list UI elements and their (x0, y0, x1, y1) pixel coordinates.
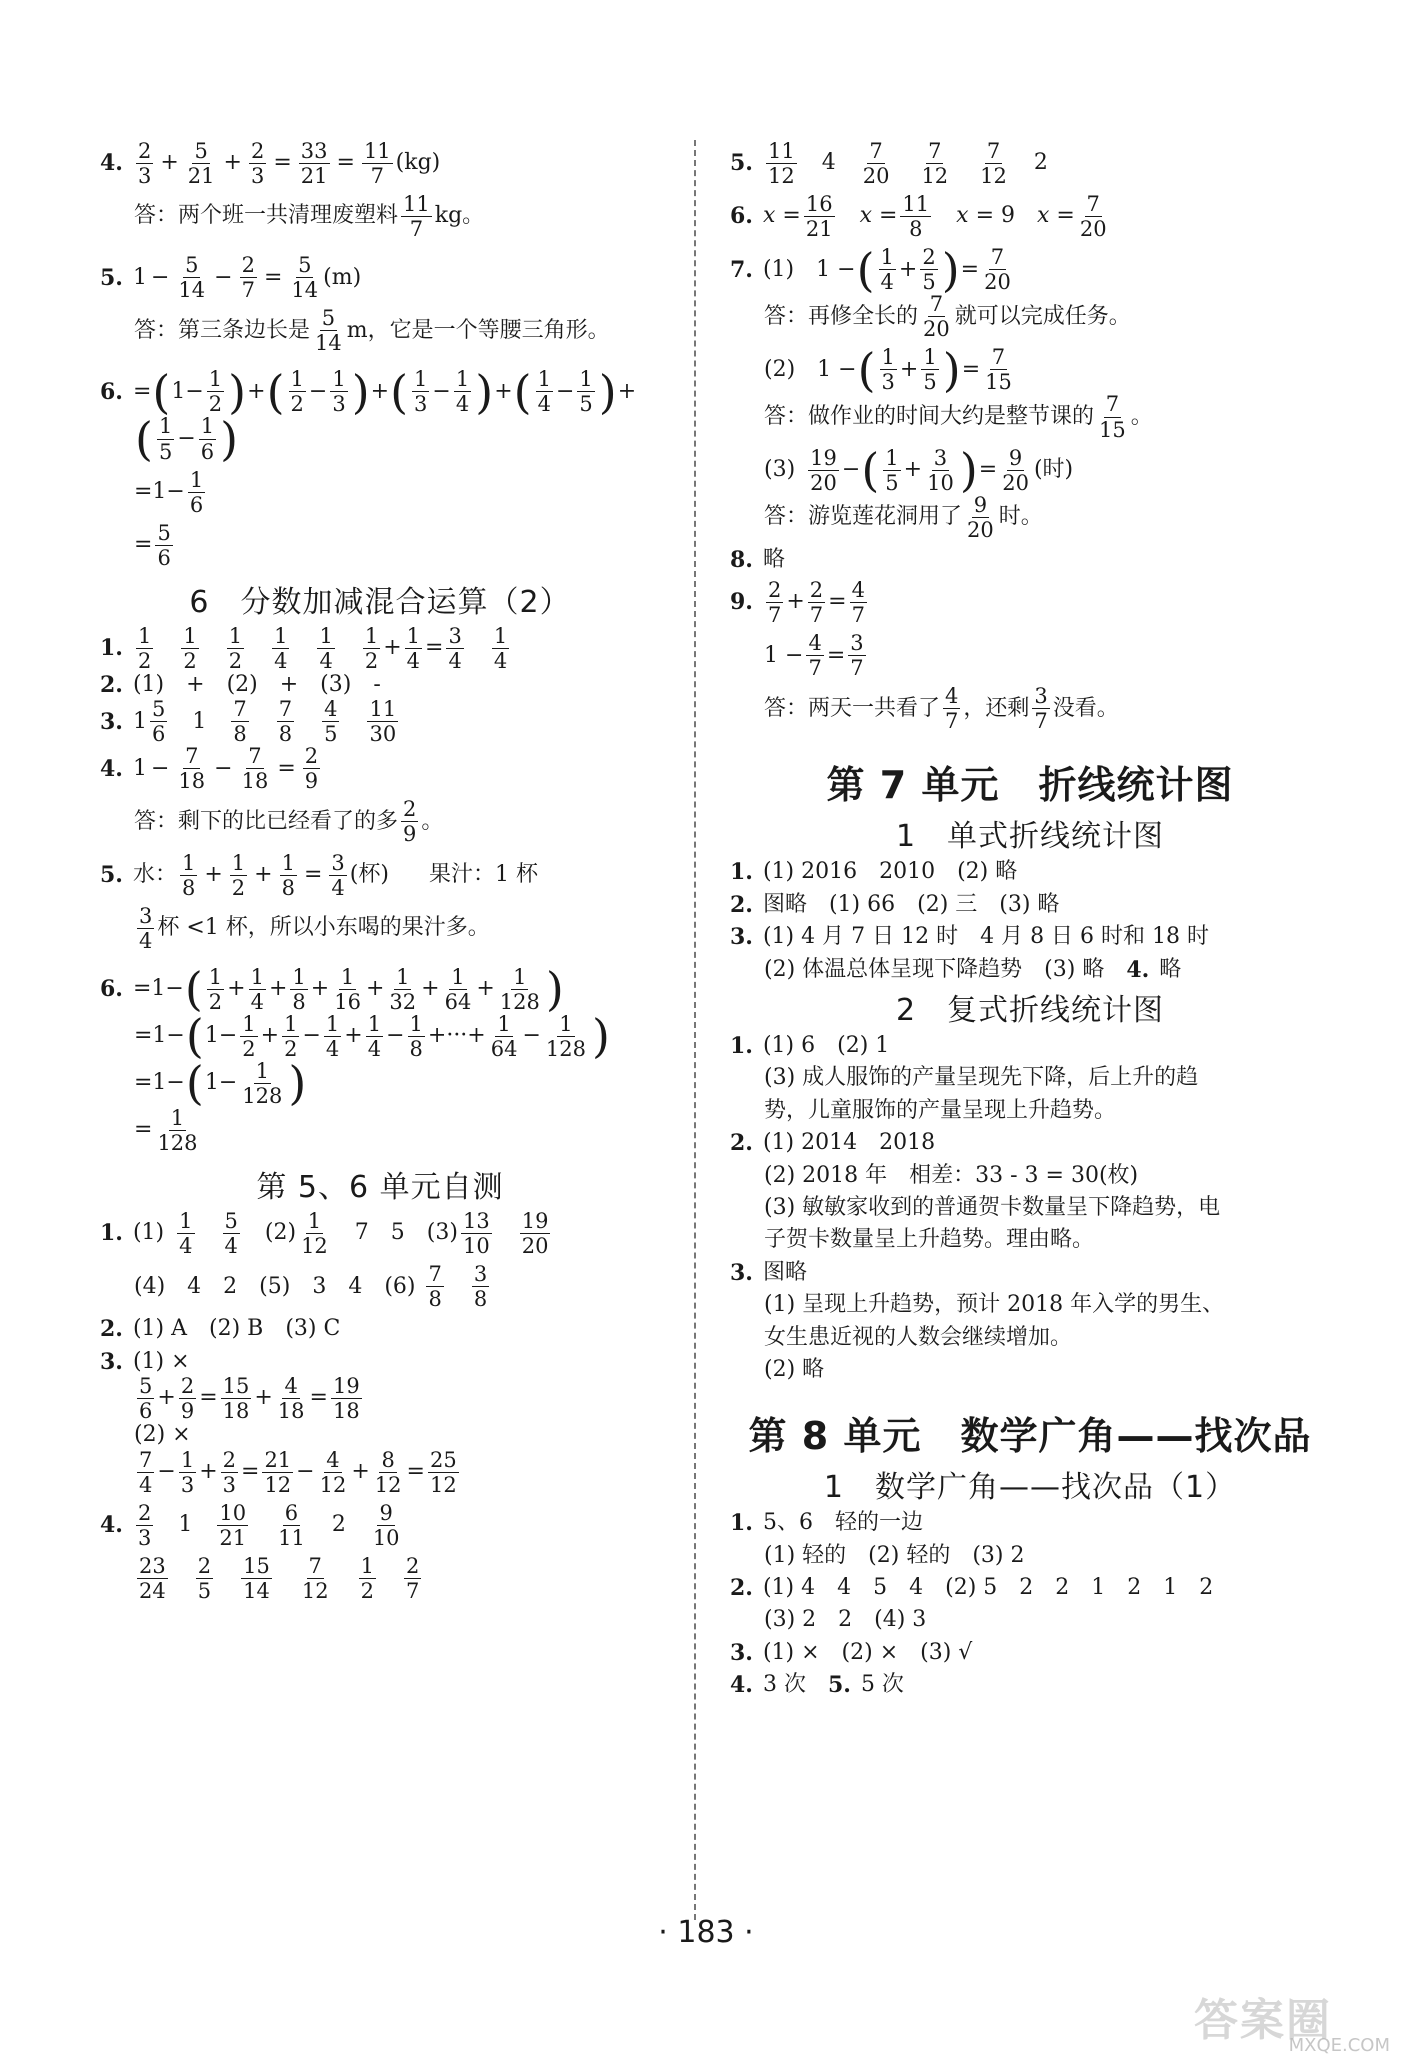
u7-s2-item-1: 1. (1) 6 (2) 1 (730, 1032, 890, 1059)
watermark-logo (1194, 1984, 1394, 2056)
r-problem-8: 8. 略 (730, 546, 785, 573)
problem-6-line-3: =1− $\frac{1}{6}$ (134, 467, 204, 517)
u7-s2-item-3: 3. 图略 (730, 1259, 807, 1286)
test-problem-3-eq-1: $\frac{5}{6}$ + $\frac{2}{9}$ = $\frac{15}{18}$ + $\frac{4}{18}$ = $\frac{19}{18}$ (139, 1374, 360, 1424)
s6-problem-6-line-4: = $\frac{1}{128}$ (134, 1105, 198, 1156)
r-problem-7-3-answer: 答：游览莲花洞用了 $\frac{9}{20}$ 时。 (764, 492, 1043, 542)
section-6-title: 6 分数加减混合运算（2） (189, 584, 571, 620)
r-problem-7-2-answer: 答：做作业的时间大约是整节课的 $\frac{7}{15}$ 。 (764, 392, 1153, 442)
r-problem-7-1-answer: 答：再修全长的 $\frac{7}{20}$ 就可以完成任务。 (764, 292, 1131, 342)
r-problem-7-1: 7. (1) 1 − ( $\frac{1}{4}$ + $\frac{2}{5}$ ) = $\frac{7}{20}$ (730, 242, 1011, 297)
unit-8-section-1-title: 1 数学广角——找次品（1） (823, 1470, 1237, 1506)
problem-5-answer: 答：第三条边长是 $\frac{5}{14}$ m，它是一个等腰三角形。 (134, 306, 610, 356)
problem-6-line-2: ( $\frac{1}{5}$ − $\frac{1}{6}$ ) (135, 412, 239, 467)
test-problem-4-line-2: $\frac{23}{24}$ $\frac{2}{5}$ $\frac{15}{14}$ $\frac{7}{12}$ $\frac{1}{2}$ $\frac{2}{7}$ (139, 1553, 420, 1603)
test-problem-3-mark-1: 3. (1) × (100, 1348, 190, 1375)
u7-s2-item-3-1a: (1) 呈现上升趋势，预计 2018 年入学的男生、 (764, 1292, 1225, 1318)
s6-problem-4: 4. 1 − $\frac{7}{18}$ − $\frac{7}{18}$ = $\frac{2}{9}$ (100, 744, 319, 794)
problem-6-line-4: = $\frac{5}{6}$ (134, 520, 171, 570)
u7-s1-item-3b: (2) 体温总体呈现下降趋势 (3) 略 4. 略 (764, 956, 1182, 983)
s6-problem-6-line-3: =1− ( 1− $\frac{1}{128}$ ) (134, 1056, 307, 1111)
test-problem-2: 2. (1) A (2) B (3) C (100, 1316, 341, 1343)
s6-problem-4-answer: 答：剩下的比已经看了的多 $\frac{2}{9}$ 。 (134, 797, 444, 847)
problem-5-equation: 5. 1 − $\frac{5}{14}$ − $\frac{2}{7}$ = $\frac{5}{14}$ (m) (100, 253, 362, 303)
u7-s2-item-2-3b: 子贺卡数量呈上升趋势。理由略。 (764, 1227, 1095, 1253)
r-problem-9-eq-2: 1 − $\frac{4}{7}$ = $\frac{3}{7}$ (764, 631, 864, 681)
u8-item-1: 1. 5、6 轻的一边 (730, 1510, 923, 1537)
r-problem-7-2: (2) 1 − ( $\frac{1}{3}$ + $\frac{1}{5}$ ) = $\frac{7}{15}$ (764, 342, 1012, 397)
left-column (100, 140, 660, 1602)
u7-s2-item-2-3a: (3) 敏敏家收到的普通贺卡数量呈下降趋势，电 (764, 1194, 1221, 1220)
watermark-logo-text: 答案圈 (1194, 1995, 1332, 2046)
u8-item-1-sub: (1) 轻的 (2) 轻的 (3) 2 (764, 1542, 1025, 1568)
unit-7-section-1-title: 1 单式折线统计图 (895, 819, 1165, 855)
u7-s1-item-1: 1. (1) 2016 2010 (2) 略 (730, 859, 1018, 886)
test-problem-1-line-2: (4) 4 2 (5) 3 4 (6) $\frac{7}{8}$ $\frac{3}{8}$ (134, 1262, 488, 1312)
s6-problem-1: 1. $\frac{1}{2}$ $\frac{1}{2}$ $\frac{1}{2}$ $\frac{1}{4}$ $\frac{1}{4}$ $\frac{1}{2}$ + $\frac{1}{4}$ = $\frac{3}{4}$ $\frac{1}{4}$ (100, 623, 508, 673)
s6-problem-2: 2. (1) + (2) + (3) - (100, 671, 381, 698)
column-divider (694, 140, 696, 1920)
s6-problem-5-line-2: $\frac{3}{4}$ 杯 <1 杯，所以小东喝的果汁多。 (139, 903, 490, 953)
u7-s2-item-1-3a: (3) 成人服饰的产量呈现先下降，后上升的趋 (764, 1065, 1199, 1091)
s6-problem-6-line-1: 6. =1− ( $\frac{1}{2}$ + $\frac{1}{4}$ + $\frac{1}{8}$ + $\frac{1}{16}$ + $\frac{1}{32}$ + $\frac{1}{64}$ + $\frac{1}{128}$ ) (100, 962, 564, 1017)
u7-s2-item-3-2: (2) 略 (764, 1356, 825, 1382)
test-problem-3-mark-2: (2) × (134, 1422, 191, 1448)
u7-s2-item-3-1b: 女生患近视的人数会继续增加。 (764, 1324, 1073, 1350)
watermark-url: MXQE.COM (1288, 2035, 1390, 2056)
r-problem-6: 6. x = $\frac{16}{21}$ x = $\frac{11}{8}$ x = 9 x = $\frac{7}{20}$ (730, 192, 1107, 242)
test-problem-4-line-1: 4. $\frac{2}{3}$ 1 $\frac{10}{21}$ $\frac{6}{11}$ 2 $\frac{9}{10}$ (100, 1500, 400, 1550)
u7-s2-item-2: 2. (1) 2014 2018 (730, 1130, 936, 1157)
r-problem-9-eq-1: 9. $\frac{2}{7}$ + $\frac{2}{7}$ = $\frac{4}{7}$ (730, 578, 865, 628)
unit-8-title: 第 8 单元 数学广角——找次品 (748, 1414, 1312, 1459)
page-number: · 183 · (658, 1915, 754, 1950)
problem-4-answer: 答：两个班一共清理废塑料 $\frac{11}{7}$ kg。 (134, 192, 485, 242)
u8-item-2: 2. (1) 4 4 5 4 (2) 5 2 2 1 2 1 2 (730, 1575, 1214, 1602)
test-problem-3-eq-2: $\frac{7}{4}$ − $\frac{1}{3}$ + $\frac{2}{3}$ = $\frac{21}{12}$ − $\frac{4}{12}$ + $\frac{8}{12}$ = $\frac{25}{12}$ (139, 1447, 457, 1497)
u8-item-2-sub: (3) 2 2 (4) 3 (764, 1607, 927, 1633)
u7-s1-item-3: 3. (1) 4 月 7 日 12 时 4 月 8 日 6 时和 18 时 (730, 924, 1210, 951)
r-problem-7-3: (3) $\frac{19}{20}$ − ( $\frac{1}{5}$ + $\frac{3}{10}$ ) = $\frac{9}{20}$ (时) (764, 443, 1074, 498)
u8-item-4-5: 4. 3 次 5. 5 次 (730, 1672, 904, 1699)
s6-problem-6-line-2: =1− ( 1− $\frac{1}{2}$ + $\frac{1}{2}$ − $\frac{1}{4}$ + $\frac{1}{4}$ − $\frac{1}{8}$ +···+ $\frac{1}{64}$ − $\frac{1}{128}$ ) (134, 1009, 610, 1064)
r-problem-5: 5. $\frac{11}{12}$ 4 $\frac{7}{20}$ $\frac{7}{12}$ $\frac{7}{12}$ 2 (730, 139, 1048, 189)
u7-s1-item-2: 2. 图略 (1) 66 (2) 三 (3) 略 (730, 891, 1060, 918)
s6-problem-5: 5. 水： $\frac{1}{8}$ + $\frac{1}{2}$ + $\frac{1}{8}$ = $\frac{3}{4}$ (杯) 果汁：1 杯 (100, 850, 538, 900)
r-problem-9-answer: 答：两天一共看了 $\frac{4}{7}$ ，还剩 $\frac{3}{7}$ 没看。 (764, 684, 1119, 734)
u8-item-3: 3. (1) × (2) × (3) √ (730, 1639, 973, 1666)
problem-6-line-1: 6. = ( 1− $\frac{1}{2}$ ) + ( $\frac{1}{2}$ − $\frac{1}{3}$ ) + ( $\frac{1}{3}$ − $\frac{1}{4}$ ) + ( $\frac{1}{4}$ − $\frac{1}{5}$ ) + (100, 364, 637, 419)
test-problem-1-line-1: 1. (1) $\frac{1}{4}$ $\frac{5}{4}$ (2) $\frac{1}{12}$ 7 5 (3) $\frac{13}{10}$ $\frac{19}{20}$ (100, 1209, 549, 1259)
problem-4-equation: 4. $\frac{2}{3}$ + $\frac{5}{21}$ + $\frac{2}{3}$ = $\frac{33}{21}$ = $\frac{11}{7}$ (kg) (100, 139, 441, 189)
right-column (730, 140, 1330, 1699)
unit-7-title: 第 7 单元 折线统计图 (826, 763, 1234, 808)
u7-s2-item-2-2: (2) 2018 年 相差：33 - 3 = 30(枚) (764, 1162, 1139, 1188)
unit-7-section-2-title: 2 复式折线统计图 (895, 992, 1165, 1028)
u7-s2-item-1-3b: 势，儿童服饰的产量呈现上升趋势。 (764, 1097, 1117, 1123)
self-test-title: 第 5、6 单元自测 (256, 1170, 504, 1206)
s6-problem-3: 3. 1 $\frac{5}{6}$ 1 $\frac{7}{8}$ $\frac{7}{8}$ $\frac{4}{5}$ $\frac{11}{30}$ (100, 697, 397, 747)
